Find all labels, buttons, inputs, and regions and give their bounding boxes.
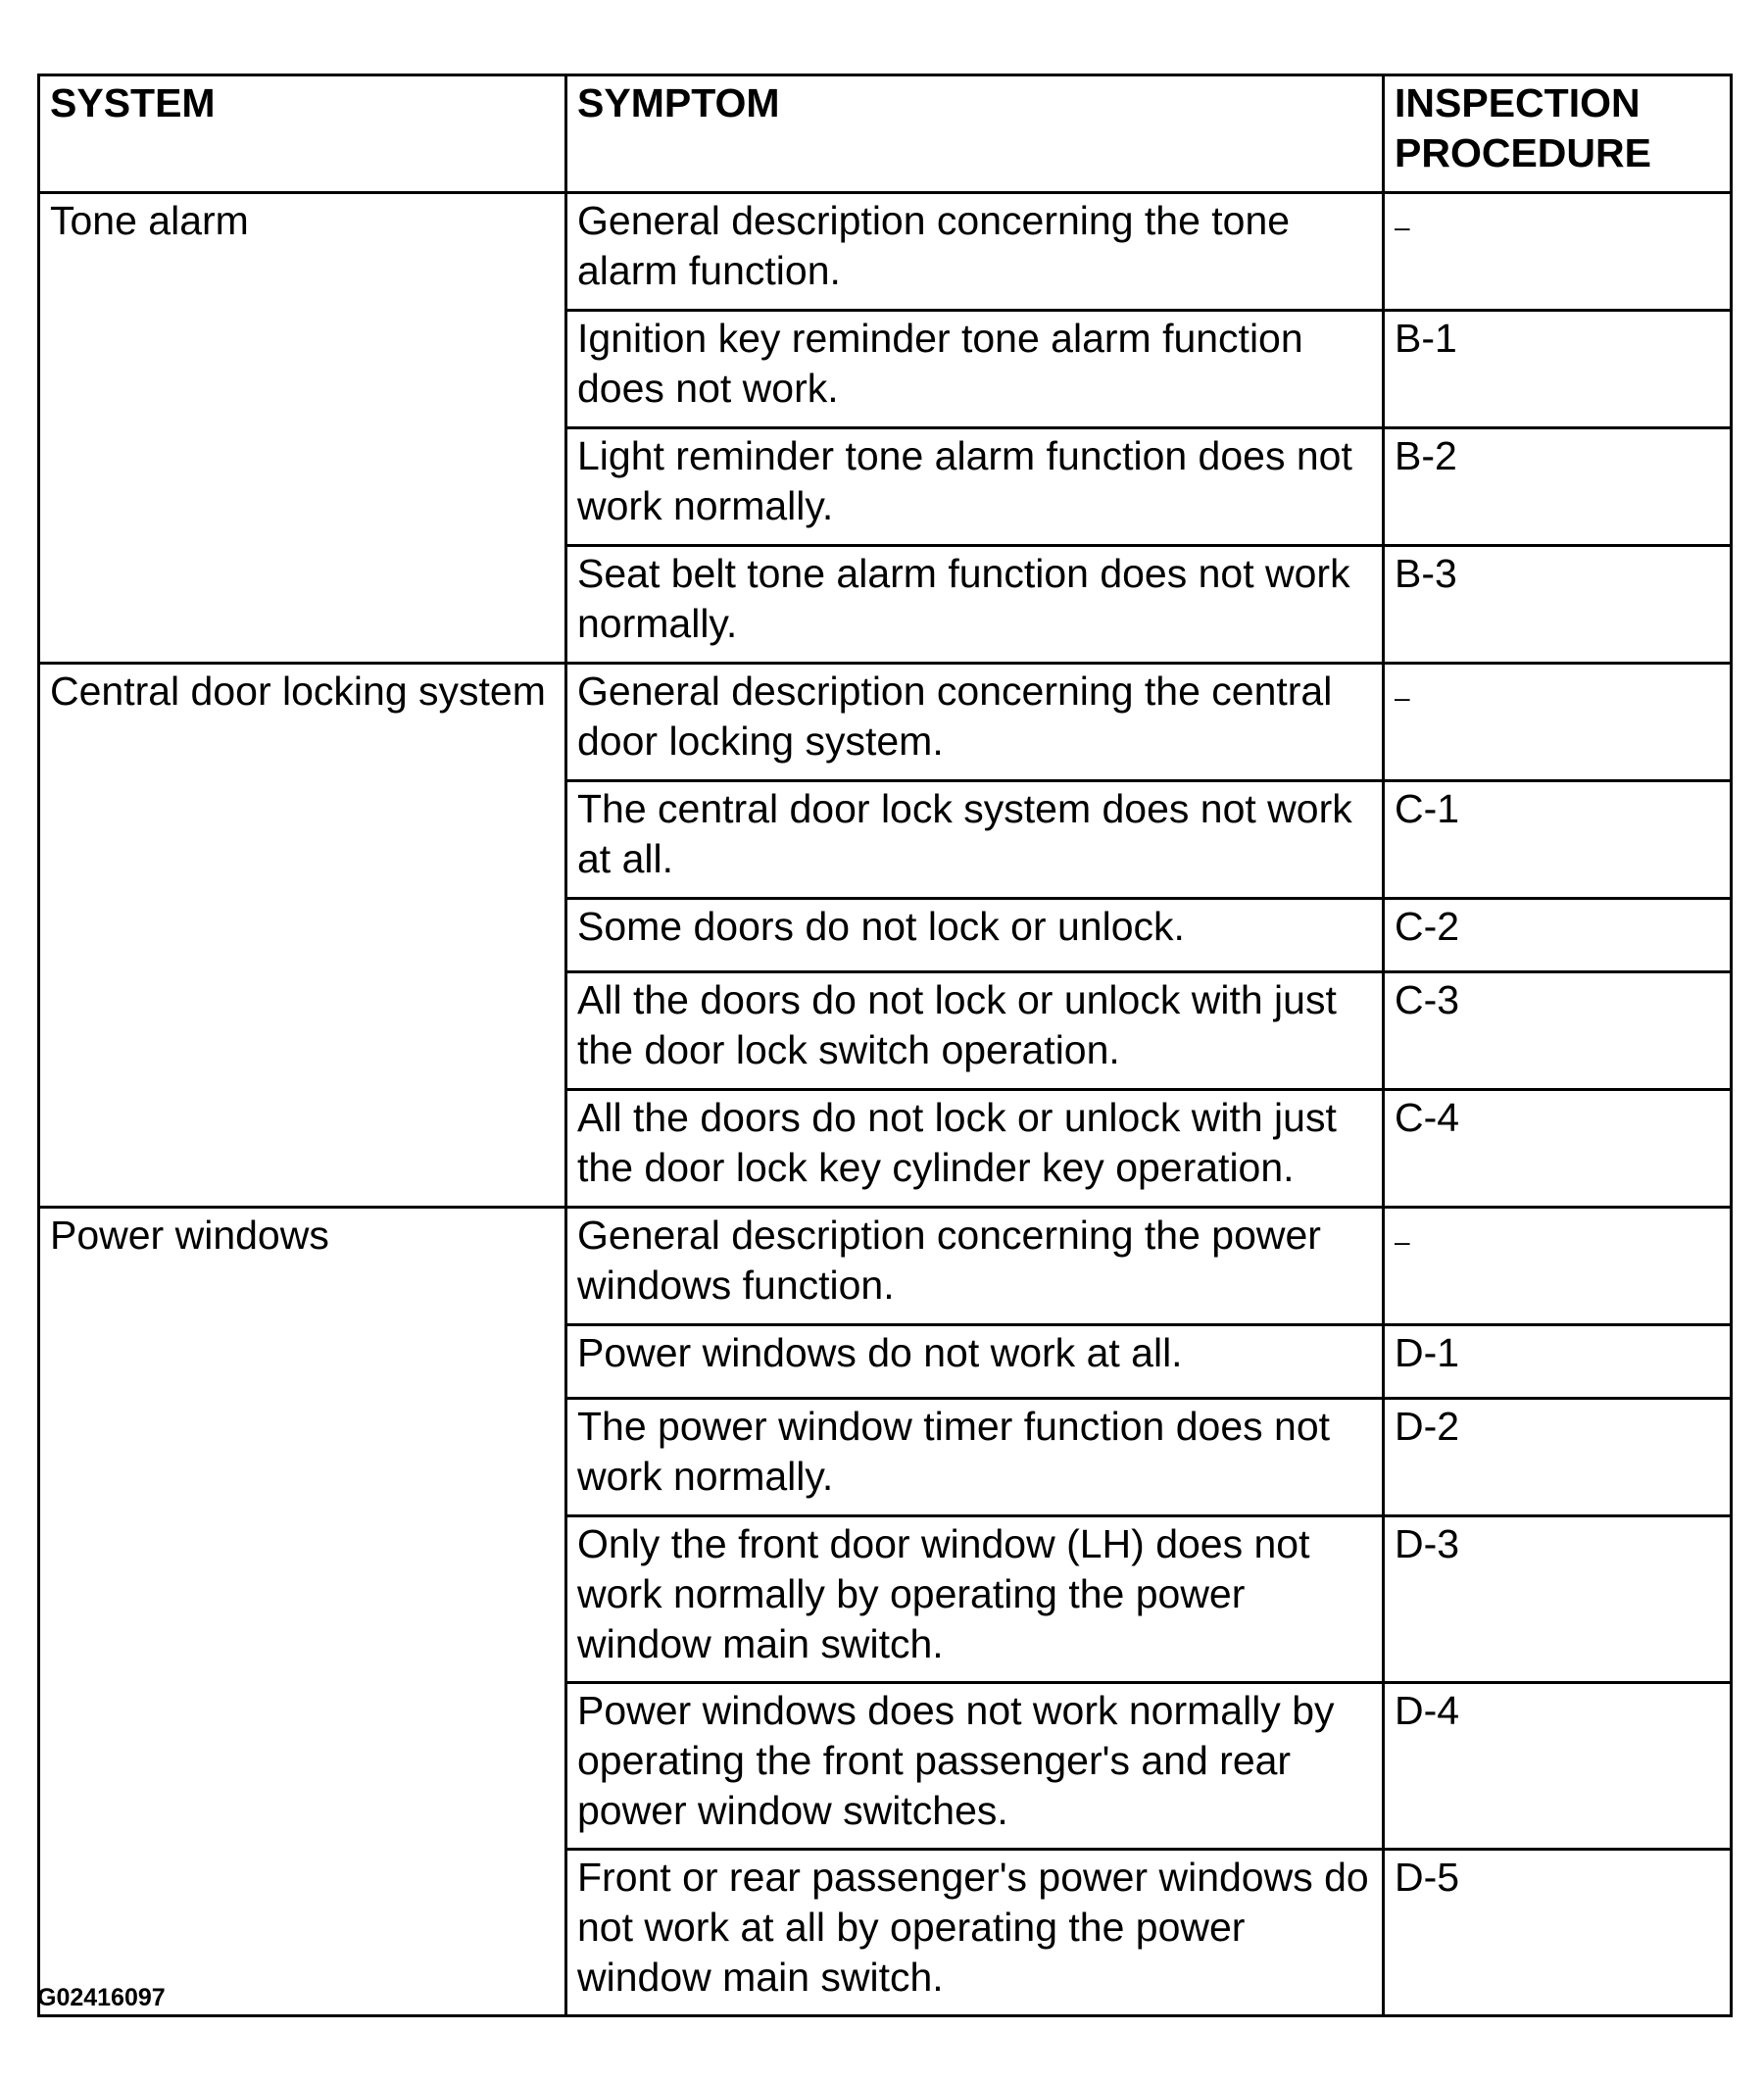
procedure-cell: C-2 xyxy=(1384,899,1732,972)
procedure-dash: – xyxy=(1395,212,1410,242)
symptom-cell: Only the front door window (LH) does not work normally by operating the power window main switch. xyxy=(566,1516,1384,1683)
procedure-cell xyxy=(1384,664,1732,781)
symptom-cell: Power windows does not work normally by operating the front passenger's and rear power window switches. xyxy=(566,1683,1384,1850)
procedure-cell: B-3 xyxy=(1384,546,1732,664)
header-procedure-line2: PROCEDURE xyxy=(1395,130,1651,175)
procedure-dash: – xyxy=(1395,682,1410,713)
table-row xyxy=(39,664,1732,781)
table-row xyxy=(39,193,1732,311)
procedure-cell: D-3 xyxy=(1384,1516,1732,1683)
procedure-cell: B-2 xyxy=(1384,428,1732,546)
symptom-cell: All the doors do not lock or unlock with just the door lock key cylinder key operation. xyxy=(566,1090,1384,1208)
system-cell: Power windows xyxy=(39,1208,566,2016)
procedure-dash: – xyxy=(1395,1226,1410,1257)
symptom-cell: Light reminder tone alarm function does not work normally. xyxy=(566,428,1384,546)
procedure-cell: C-4 xyxy=(1384,1090,1732,1208)
procedure-cell xyxy=(1384,193,1732,311)
header-symptom: SYMPTOM xyxy=(566,75,1384,193)
procedure-cell: D-2 xyxy=(1384,1399,1732,1516)
system-cell: Tone alarm xyxy=(39,193,566,664)
header-inspection-procedure xyxy=(1384,75,1732,193)
symptom-cell: Power windows do not work at all. xyxy=(566,1325,1384,1399)
figure-id: G02416097 xyxy=(37,1984,166,2011)
symptom-cell: Seat belt tone alarm function does not work normally. xyxy=(566,546,1384,664)
procedure-cell: B-1 xyxy=(1384,311,1732,428)
symptom-cell: Some doors do not lock or unlock. xyxy=(566,899,1384,972)
symptom-cell: All the doors do not lock or unlock with just the door lock switch operation. xyxy=(566,972,1384,1090)
inspection-table xyxy=(37,74,1733,2017)
symptom-cell: General description concerning the central door locking system. xyxy=(566,664,1384,781)
symptom-cell: Ignition key reminder tone alarm function does not work. xyxy=(566,311,1384,428)
symptom-cell: General description concerning the tone alarm function. xyxy=(566,193,1384,311)
procedure-cell: D-4 xyxy=(1384,1683,1732,1850)
procedure-cell: D-1 xyxy=(1384,1325,1732,1399)
procedure-cell: D-5 xyxy=(1384,1850,1732,2016)
table-row xyxy=(39,1208,1732,1325)
system-cell: Central door locking system xyxy=(39,664,566,1208)
symptom-cell: Front or rear passenger's power windows do not work at all by operating the power window main switch. xyxy=(566,1850,1384,2016)
procedure-cell: C-1 xyxy=(1384,781,1732,899)
header-procedure-line1: INSPECTION xyxy=(1395,80,1641,125)
symptom-cell: The power window timer function does not work normally. xyxy=(566,1399,1384,1516)
symptom-cell: General description concerning the power windows function. xyxy=(566,1208,1384,1325)
header-row xyxy=(39,75,1732,193)
symptom-cell: The central door lock system does not work at all. xyxy=(566,781,1384,899)
header-system: SYSTEM xyxy=(39,75,566,193)
procedure-cell xyxy=(1384,1208,1732,1325)
procedure-cell: C-3 xyxy=(1384,972,1732,1090)
